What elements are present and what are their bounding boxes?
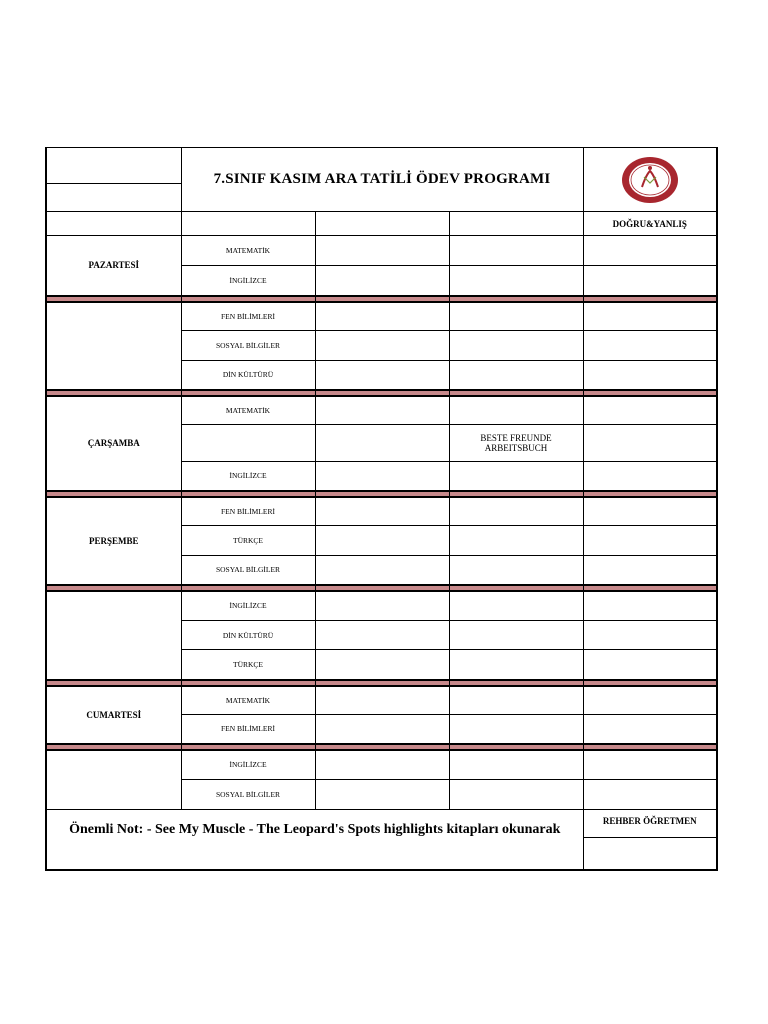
empty-cell [583, 715, 717, 744]
empty-cell [449, 462, 583, 491]
important-note: Önemli Not: - See My Muscle - The Leopard's Spots highlights kitapları okunarak [46, 810, 583, 870]
empty-cell [315, 650, 449, 680]
empty-cell [449, 621, 583, 650]
col-header-day [46, 212, 181, 236]
col-header-2 [315, 212, 449, 236]
empty-cell [449, 686, 583, 715]
subject-cell [181, 425, 315, 462]
empty-cell [449, 361, 583, 390]
empty-cell [315, 715, 449, 744]
empty-cell [583, 556, 717, 585]
empty-cell [315, 331, 449, 361]
logo-cell [583, 148, 717, 212]
subject-cell: FEN BİLİMLERİ [181, 715, 315, 744]
empty-cell [583, 361, 717, 390]
empty-cell [583, 497, 717, 526]
empty-cell [449, 266, 583, 296]
day-label [46, 750, 181, 810]
subject-cell: TÜRKÇE [181, 526, 315, 556]
header-blank-cell-bottom [46, 184, 181, 212]
empty-cell [449, 650, 583, 680]
subject-cell: MATEMATİK [181, 686, 315, 715]
empty-cell [583, 591, 717, 621]
empty-cell [315, 780, 449, 810]
subject-cell: TÜRKÇE [181, 650, 315, 680]
empty-cell [449, 591, 583, 621]
subject-cell: DİN KÜLTÜRÜ [181, 361, 315, 390]
empty-cell [315, 396, 449, 425]
subject-cell: İNGİLİZCE [181, 750, 315, 780]
subject-cell: SOSYAL BİLGİLER [181, 331, 315, 361]
day-label: PERŞEMBE [46, 497, 181, 585]
empty-cell [315, 621, 449, 650]
school-seal-logo-icon [620, 155, 680, 205]
empty-cell [315, 361, 449, 390]
subject-cell: İNGİLİZCE [181, 591, 315, 621]
homework-schedule-table [45, 147, 718, 871]
day-label [46, 591, 181, 680]
empty-cell [449, 526, 583, 556]
empty-cell [315, 686, 449, 715]
subject-cell: FEN BİLİMLERİ [181, 302, 315, 331]
empty-cell [315, 425, 449, 462]
empty-cell [449, 236, 583, 266]
empty-cell [449, 750, 583, 780]
subject-cell: MATEMATİK [181, 396, 315, 425]
empty-cell [315, 591, 449, 621]
rehber-label: REHBER ÖĞRETMEN [583, 810, 717, 838]
empty-cell [315, 236, 449, 266]
empty-cell [583, 686, 717, 715]
header-blank-cell-top [46, 148, 181, 184]
empty-cell [315, 526, 449, 556]
empty-cell [583, 621, 717, 650]
empty-cell [315, 750, 449, 780]
empty-cell [449, 497, 583, 526]
empty-cell [583, 650, 717, 680]
empty-cell [583, 236, 717, 266]
empty-cell [583, 266, 717, 296]
subject-cell: FEN BİLİMLERİ [181, 497, 315, 526]
col-header-subject [181, 212, 315, 236]
subject-cell: DİN KÜLTÜRÜ [181, 621, 315, 650]
page-title: 7.SINIF KASIM ARA TATİLİ ÖDEV PROGRAMI [181, 148, 583, 212]
empty-cell [583, 526, 717, 556]
day-label: CUMARTESİ [46, 686, 181, 744]
empty-cell [449, 715, 583, 744]
empty-cell [583, 331, 717, 361]
day-label [46, 302, 181, 390]
empty-cell [315, 556, 449, 585]
subject-cell: SOSYAL BİLGİLER [181, 780, 315, 810]
empty-cell [449, 556, 583, 585]
empty-cell [583, 780, 717, 810]
empty-cell [315, 497, 449, 526]
empty-cell [583, 425, 717, 462]
empty-cell [583, 396, 717, 425]
subject-cell: SOSYAL BİLGİLER [181, 556, 315, 585]
empty-cell [583, 750, 717, 780]
col-header-dogru-yanlis: DOĞRU&YANLIŞ [583, 212, 717, 236]
col-header-3 [449, 212, 583, 236]
empty-cell [449, 302, 583, 331]
workbook-note: BESTE FREUNDE ARBEITSBUCH [449, 425, 583, 462]
empty-cell [449, 396, 583, 425]
day-label: ÇARŞAMBA [46, 396, 181, 491]
subject-cell: İNGİLİZCE [181, 266, 315, 296]
empty-cell [583, 302, 717, 331]
empty-cell [315, 266, 449, 296]
empty-cell [449, 331, 583, 361]
day-label: PAZARTESİ [46, 236, 181, 296]
empty-cell [583, 462, 717, 491]
subject-cell: İNGİLİZCE [181, 462, 315, 491]
empty-cell [315, 462, 449, 491]
subject-cell: MATEMATİK [181, 236, 315, 266]
rehber-signature-cell [583, 838, 717, 870]
empty-cell [315, 302, 449, 331]
empty-cell [449, 780, 583, 810]
